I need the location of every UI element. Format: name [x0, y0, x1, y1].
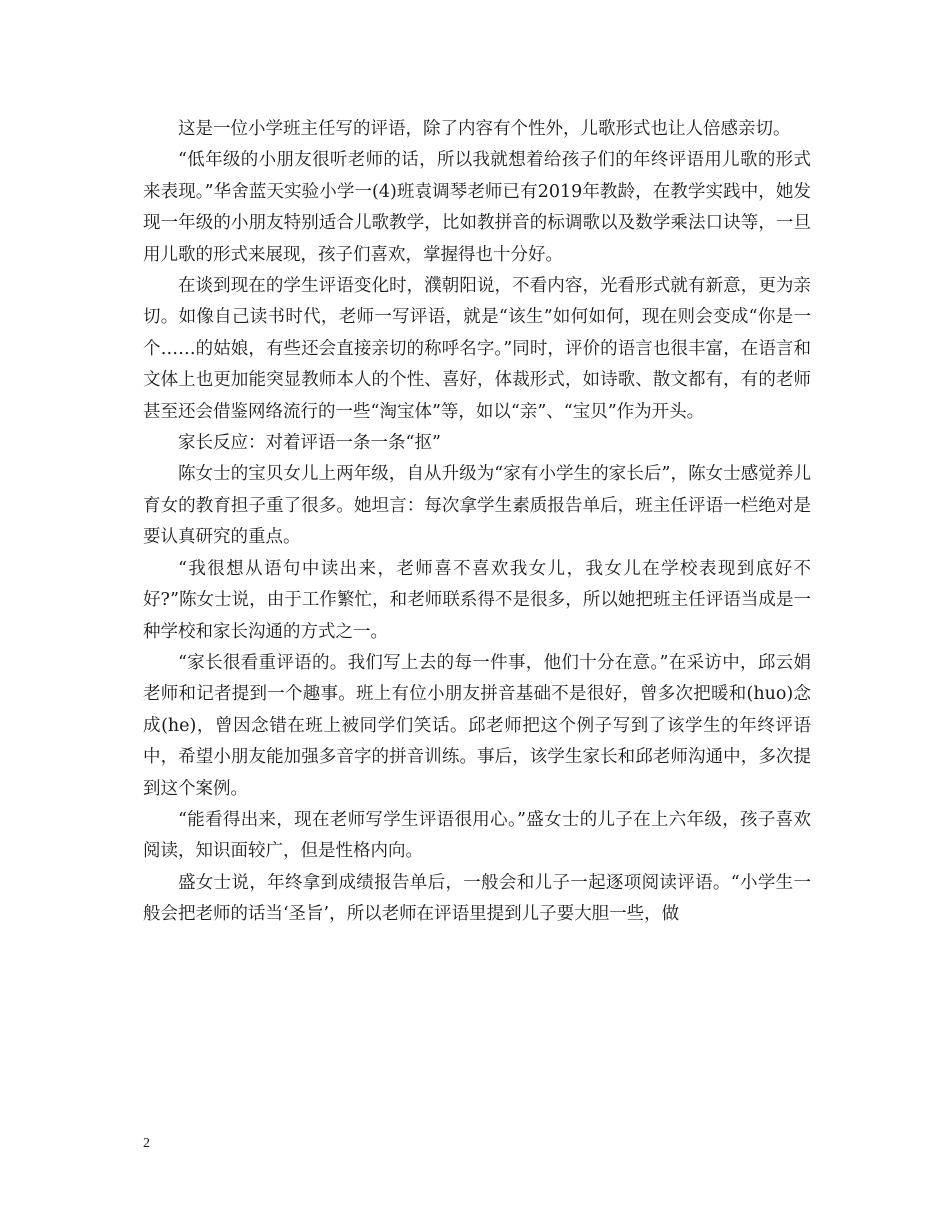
paragraph: 陈女士的宝贝女儿上两年级，自从升级为“家有小学生的家长后”，陈女士感觉养儿育女的教育担子重了很多。她坦言：每次拿学生素质报告单后，班主任评语一栏绝对是要认真研究的重点。 [143, 464, 811, 548]
paragraph: “低年级的小朋友很听老师的话，所以我就想着给孩子们的年终评语用儿歌的形式来表现。”华舍蓝天实验小学一(4)班袁调琴老师已有2019年教龄，在教学实践中，她发现一年级的小朋友特别适合儿歌教学，比如教拼音的标调歌以及数学乘法口诀等，一旦用儿歌的形式来展现，孩子们喜欢，掌握得也十分好。 [143, 150, 811, 265]
page-number: 2 [143, 1136, 150, 1151]
section-heading: 家长反应：对着评语一条一条“抠” [178, 433, 441, 454]
paragraph: “家长很看重评语的。我们写上去的每一件事，他们十分在意。”在采访中，邱云娟老师和记者提到一个趣事。班上有位小朋友拼音基础不是很好，曾多次把暖和(huo)念成(he)，曾因念错在班上被同学们笑话。邱老师把这个例子写到了该学生的年终评语中，希望小朋友能加强多音字的拼音训练。事后，该学生家长和邱老师沟通中，多次提到这个案例。 [143, 652, 811, 799]
paragraph: “能看得出来，现在老师写学生评语很用心。”盛女士的儿子在上六年级，孩子喜欢阅读，知识面较广，但是性格内向。 [143, 809, 811, 862]
paragraph: 盛女士说，年终拿到成绩报告单后，一般会和儿子一起逐项阅读评语。“小学生一般会把老师的话当‘圣旨’，所以老师在评语里提到儿子要大胆一些，做 [143, 872, 811, 925]
document-body [143, 114, 811, 931]
paragraph: 这是一位小学班主任写的评语，除了内容有个性外，儿歌形式也让人倍感亲切。 [178, 119, 791, 139]
paragraph: 在谈到现在的学生评语变化时，濮朝阳说，不看内容，光看形式就有新意，更为亲切。如像自己读书时代，老师一写评语，就是“该生”如何如何，现在则会变成“你是一个……的姑娘，有些还会直接亲切的称呼名字。”同时，评价的语言也很丰富，在语言和文体上也更加能突显教师本人的个性、喜好，体裁形式，如诗歌、散文都有，有的老师甚至还会借鉴网络流行的一些“淘宝体”等，如以“亲”、“宝贝”作为开头。 [143, 276, 811, 422]
paragraph: “我很想从语句中读出来，老师喜不喜欢我女儿，我女儿在学校表现到底好不好?”陈女士说，由于工作繁忙，和老师联系得不是很多，所以她把班主任评语当成是一种学校和家长沟通的方式之一。 [143, 558, 811, 642]
